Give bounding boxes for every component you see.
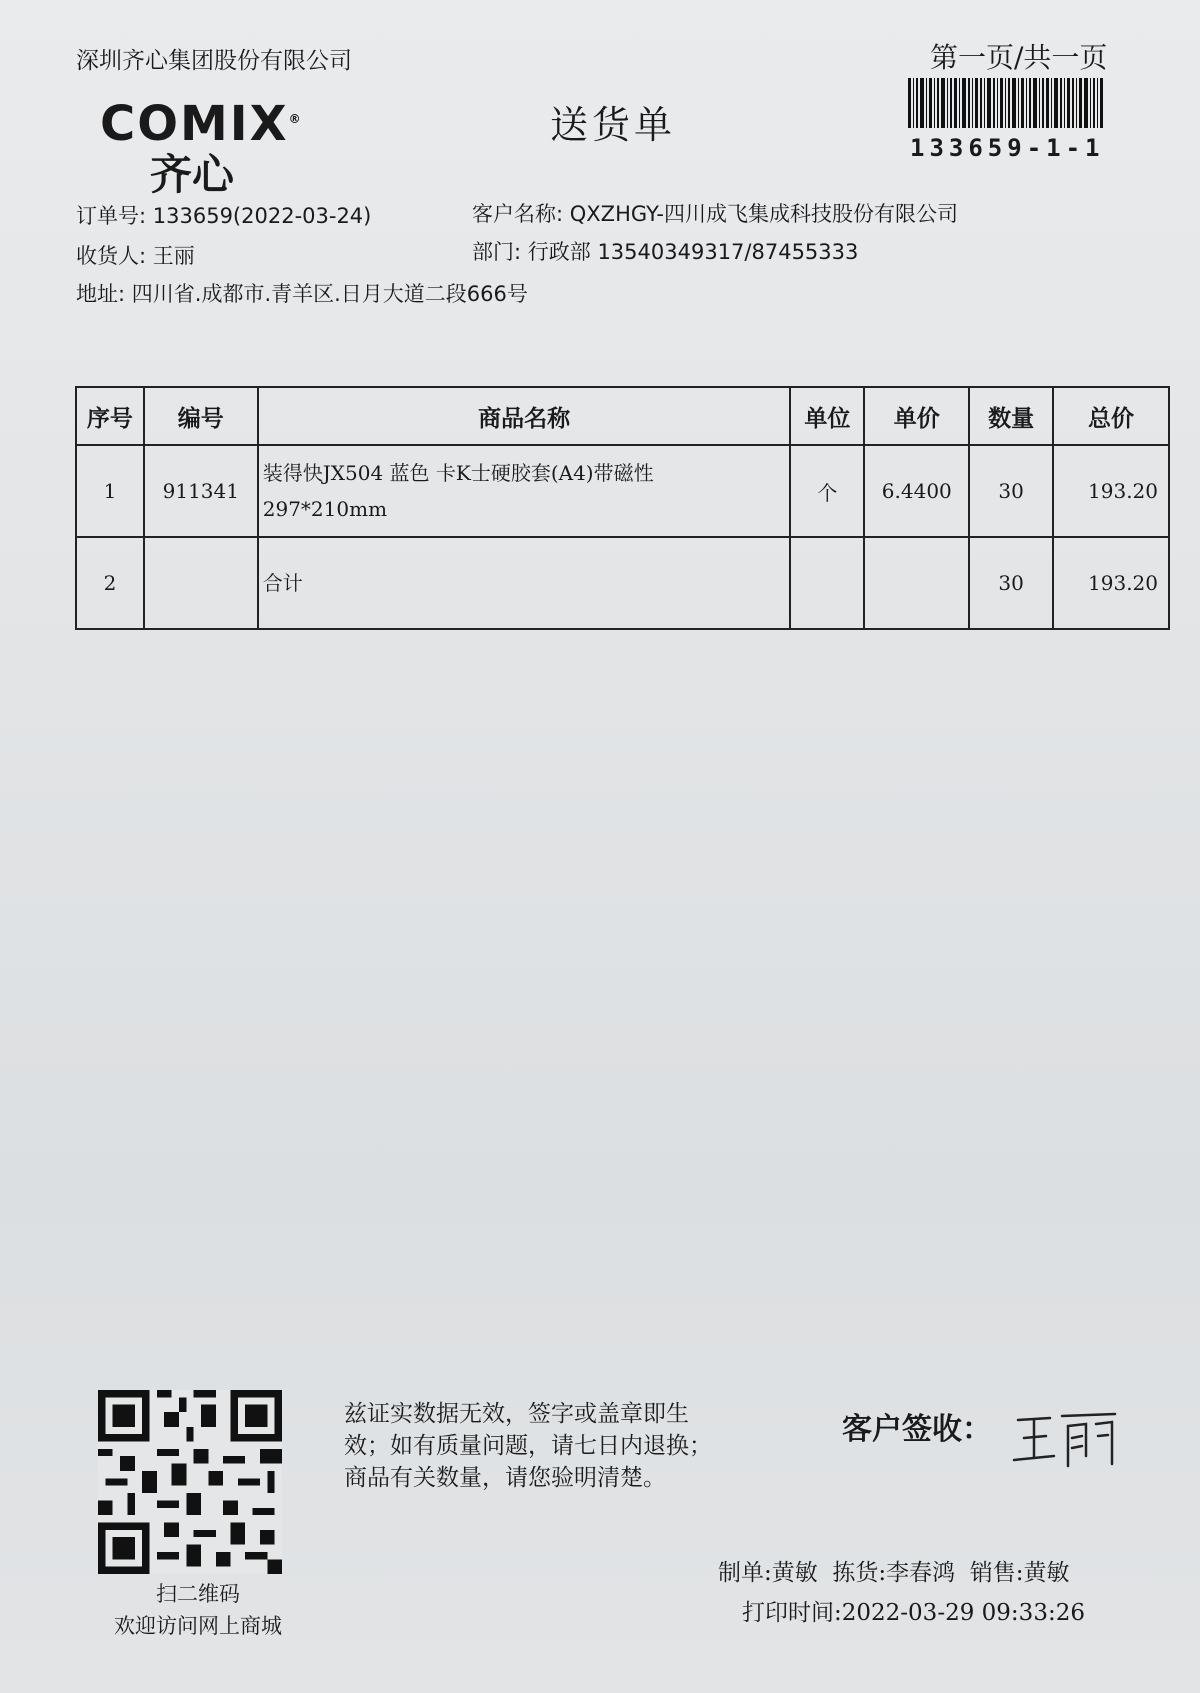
comix-logo: COMIX® [100,96,303,152]
order-number [76,200,371,230]
notice-text [344,1398,764,1494]
cell-product-name [258,445,791,537]
cell-total: 193.20 [1053,537,1169,629]
header-code: 编号 [144,387,258,445]
qr-caption [98,1578,298,1642]
cell-price: 6.4400 [864,445,969,537]
cell-seq: 1 [76,445,144,537]
notice-line3: 商品有关数量，请您验明清楚。 [344,1465,666,1491]
receiver-value: 王丽 [152,244,195,268]
table-row [76,445,1169,537]
product-name-line2: 297*210mm [262,497,388,521]
cell-total: 193.20 [1053,445,1169,537]
staff-info: 制单:黄敏 拣货:李春鸿 销售:黄敏 [718,1560,1070,1586]
logo-text: COMIX [100,96,289,152]
cell-quantity: 30 [969,537,1053,629]
cell-price [864,537,969,629]
barcode-number: 133659-1-1 [910,134,1105,162]
receiver [76,240,195,270]
qr-caption-line2: 欢迎访问网上商城 [114,1614,282,1638]
order-number-label: 订单号: [76,204,147,228]
barcode [908,78,1118,128]
department [472,236,858,266]
receiver-label: 收货人: [76,244,147,268]
table-row-total [76,537,1169,629]
qr-code-icon [98,1390,282,1574]
header-unit: 单位 [790,387,864,445]
qixin-logo: 齐心 [150,150,235,199]
cell-product-name: 合计 [258,537,791,629]
table-header-row [76,387,1169,445]
cell-unit: 个 [790,445,864,537]
page-title: 送货单 [550,103,677,147]
address-label: 地址: [76,282,126,306]
notice-line1: 兹证实数据无效，签字或盖章即生 [344,1401,689,1427]
cell-unit [790,537,864,629]
header-product-name: 商品名称 [258,387,791,445]
notice-line2: 效；如有质量问题，请七日内退换； [344,1433,712,1459]
cell-code [144,537,258,629]
cell-code: 911341 [144,445,258,537]
header-total: 总价 [1053,387,1169,445]
company-name: 深圳齐心集团股份有限公司 [76,48,352,74]
customer-sign-label: 客户签收： [842,1412,992,1447]
order-number-value: 133659(2022-03-24) [152,204,372,228]
header-quantity: 数量 [969,387,1053,445]
items-table [75,386,1170,630]
cell-seq: 2 [76,537,144,629]
address [76,278,528,308]
cell-quantity: 30 [969,445,1053,537]
customer-name [472,198,958,228]
handwritten-signature [1010,1408,1120,1470]
customer-label: 客户名称: [472,202,564,226]
header-price: 单价 [864,387,969,445]
header-seq: 序号 [76,387,144,445]
department-value: 行政部 13540349317/87455333 [527,240,859,264]
print-time: 打印时间:2022-03-29 09:33:26 [742,1600,1085,1626]
qr-caption-line1: 扫二维码 [156,1582,240,1606]
customer-value: QXZHGY-四川成飞集成科技股份有限公司 [569,202,958,226]
page-info: 第一页/共一页 [930,41,1108,74]
product-name-line1: 装得快JX504 蓝色 卡K士硬胶套(A4)带磁性 [262,461,654,485]
department-label: 部门: [472,240,522,264]
address-value: 四川省.成都市.青羊区.日月大道二段666号 [131,282,528,306]
